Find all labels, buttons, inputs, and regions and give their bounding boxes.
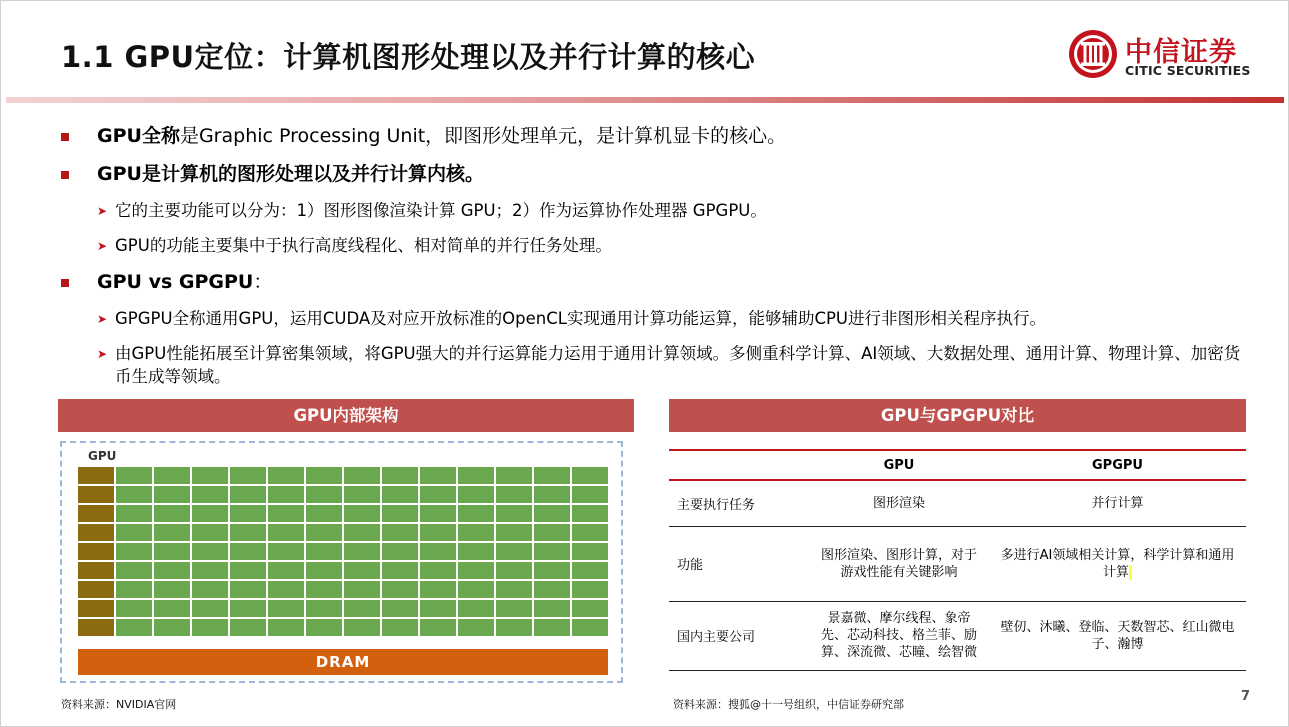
- sub-bullet: [59, 199, 1259, 222]
- alu-cell: [572, 543, 608, 560]
- square-bullet-icon: [61, 279, 69, 287]
- alu-cell: [306, 619, 342, 636]
- alu-cell: [458, 562, 494, 579]
- gpu-cell: 图形渲染: [809, 480, 989, 526]
- alu-cell: [192, 619, 228, 636]
- alu-cell: [382, 524, 418, 541]
- bullet-text: ：: [253, 271, 273, 293]
- alu-cell: [382, 543, 418, 560]
- control-column: [78, 467, 114, 639]
- alu-cell: [154, 619, 190, 636]
- alu-cell: [458, 543, 494, 560]
- alu-cell: [496, 543, 532, 560]
- alu-cell: [420, 505, 456, 522]
- gpu-cell: 图形渲染、图形计算，对于游戏性能有关键影响: [809, 526, 989, 601]
- alu-cell: [230, 581, 266, 598]
- gpgpu-cell-text: 多进行AI领域相关计算，科学计算和通用计算: [1000, 547, 1235, 580]
- dram-bar: DRAM: [78, 649, 608, 675]
- alu-cell: [458, 619, 494, 636]
- alu-cell: [116, 619, 152, 636]
- alu-cell: [534, 600, 570, 617]
- alu-cell: [382, 581, 418, 598]
- gpu-architecture-header: GPU内部架构: [58, 399, 634, 432]
- alu-cell: [344, 486, 380, 503]
- alu-cell: [344, 600, 380, 617]
- table-header-row: [669, 450, 1246, 480]
- alu-cell: [572, 562, 608, 579]
- alu-cell: [344, 581, 380, 598]
- alu-cell: [382, 486, 418, 503]
- alu-cell: [116, 581, 152, 598]
- table-header-cell: GPGPU: [989, 450, 1246, 480]
- alu-cell: [572, 524, 608, 541]
- alu-cell: [230, 486, 266, 503]
- alu-cell: [496, 562, 532, 579]
- page-title: 1.1 GPU定位：计算机图形处理以及并行计算的核心: [61, 40, 756, 74]
- alu-cell: [154, 581, 190, 598]
- bullet-bold-text: GPU是计算机的图形处理以及并行计算内核。: [97, 163, 484, 185]
- alu-cell: [382, 600, 418, 617]
- alu-cell: [458, 505, 494, 522]
- square-bullet-icon: [61, 133, 69, 141]
- alu-cell: [572, 600, 608, 617]
- alu-cell: [534, 524, 570, 541]
- source-note-right: 资料来源：搜狐@十一号组织，中信证券研究部: [673, 698, 904, 711]
- text-cursor-highlight: [1129, 565, 1132, 580]
- alu-cell: [268, 543, 304, 560]
- control-unit-cell: [78, 486, 114, 503]
- control-unit-cell: [78, 562, 114, 579]
- control-unit-cell: [78, 581, 114, 598]
- alu-cell: [420, 524, 456, 541]
- table-row: [669, 480, 1246, 526]
- alu-cell: [344, 619, 380, 636]
- alu-cell: [154, 505, 190, 522]
- alu-cell: [268, 562, 304, 579]
- alu-cell: [306, 524, 342, 541]
- alu-cell: [458, 600, 494, 617]
- alu-cell: [572, 486, 608, 503]
- alu-cell: [116, 505, 152, 522]
- alu-cell: [154, 524, 190, 541]
- alu-cell: [344, 505, 380, 522]
- alu-cell: [496, 524, 532, 541]
- source-note-left: 资料来源：NVIDIA官网: [61, 698, 177, 711]
- alu-cell: [572, 619, 608, 636]
- square-bullet-icon: [61, 171, 69, 179]
- sub-bullet: [59, 342, 1259, 388]
- alu-cell: [458, 467, 494, 484]
- sub-bullet-text: GPGPU全称通用GPU，运用CUDA及对应开放标准的OpenCL实现通用计算功能运算，能够辅助CPU进行非图形相关程序执行。: [115, 309, 1046, 328]
- gpgpu-cell: 并行计算: [989, 480, 1246, 526]
- alu-cell: [268, 524, 304, 541]
- alu-cell: [496, 581, 532, 598]
- alu-cell: [344, 562, 380, 579]
- alu-cell: [268, 619, 304, 636]
- alu-cell: [230, 524, 266, 541]
- control-unit-cell: [78, 467, 114, 484]
- alu-cell: [572, 581, 608, 598]
- alu-cell: [192, 581, 228, 598]
- alu-cell: [420, 486, 456, 503]
- sub-bullet-text: 它的主要功能可以分为：1）图形图像渲染计算 GPU；2）作为运算协作处理器 GPGPU。: [115, 201, 767, 220]
- alu-cell: [230, 505, 266, 522]
- arrow-bullet-icon: ➤: [97, 239, 108, 253]
- alu-cell: [268, 581, 304, 598]
- alu-cell: [420, 600, 456, 617]
- sub-bullet-text: 由GPU性能拓展至计算密集领域，将GPU强大的并行运算能力运用于通用计算领域。多侧重科学计算、AI领域、大数据处理、通用计算、物理计算、加密货币生成等领域。: [115, 344, 1241, 386]
- alu-cell: [306, 562, 342, 579]
- arrow-bullet-icon: ➤: [97, 347, 108, 361]
- control-unit-cell: [78, 619, 114, 636]
- alu-cell: [268, 600, 304, 617]
- alu-cell: [458, 486, 494, 503]
- alu-cell: [192, 562, 228, 579]
- gpu-cell: 景嘉微、摩尔线程、象帝先、芯动科技、格兰菲、励算、深流微、芯瞳、绘智微: [809, 601, 989, 670]
- alu-cell: [192, 524, 228, 541]
- alu-cell: [192, 505, 228, 522]
- alu-cell: [572, 505, 608, 522]
- comparison-table: [669, 449, 1246, 671]
- gpu-gpgpu-comparison-header: GPU与GPGPU对比: [669, 399, 1246, 432]
- alu-cell: [230, 543, 266, 560]
- alu-cell: [420, 467, 456, 484]
- alu-cell: [116, 524, 152, 541]
- gpu-label: GPU: [88, 449, 117, 463]
- row-label: 国内主要公司: [669, 601, 809, 670]
- alu-cell: [496, 505, 532, 522]
- alu-cell: [382, 467, 418, 484]
- alu-cell: [496, 467, 532, 484]
- alu-cell: [496, 600, 532, 617]
- bullet-bold-text: GPU全称: [97, 125, 180, 147]
- citic-seal-icon: [1067, 28, 1119, 80]
- alu-cell: [116, 600, 152, 617]
- alu-cell: [458, 524, 494, 541]
- table-header-cell: [669, 450, 809, 480]
- page-number: 7: [1241, 689, 1251, 704]
- alu-cell: [192, 600, 228, 617]
- sub-bullet: [59, 234, 1259, 257]
- alu-cell: [306, 543, 342, 560]
- alu-cell: [534, 467, 570, 484]
- alu-cell: [192, 543, 228, 560]
- control-unit-cell: [78, 505, 114, 522]
- alu-cell: [116, 543, 152, 560]
- alu-cell: [230, 467, 266, 484]
- row-label: 功能: [669, 526, 809, 601]
- alu-cell: [534, 581, 570, 598]
- bullet-bold-text: GPU vs GPGPU: [97, 271, 254, 293]
- alu-cell: [420, 562, 456, 579]
- alu-cell: [154, 486, 190, 503]
- control-unit-cell: [78, 600, 114, 617]
- alu-cell: [382, 562, 418, 579]
- control-unit-cell: [78, 524, 114, 541]
- alu-cell: [268, 467, 304, 484]
- alu-cell: [534, 562, 570, 579]
- alu-grid: [116, 467, 606, 639]
- alu-cell: [534, 619, 570, 636]
- alu-cell: [154, 562, 190, 579]
- alu-cell: [306, 505, 342, 522]
- alu-cell: [458, 581, 494, 598]
- alu-cell: [268, 486, 304, 503]
- bullet-gpu-vs-gpgpu: [59, 269, 1259, 295]
- alu-cell: [534, 505, 570, 522]
- alu-cell: [154, 543, 190, 560]
- alu-cell: [306, 581, 342, 598]
- alu-cell: [154, 467, 190, 484]
- control-unit-cell: [78, 543, 114, 560]
- bullet-text: 是Graphic Processing Unit，即图形处理单元，是计算机显卡的核心。: [179, 125, 787, 147]
- alu-cell: [306, 486, 342, 503]
- citic-logo: [1067, 28, 1257, 82]
- alu-cell: [534, 543, 570, 560]
- bullet-gpu-definition: [59, 123, 1259, 149]
- header-divider: [6, 97, 1284, 103]
- alu-cell: [230, 600, 266, 617]
- gpu-architecture-diagram: [60, 441, 623, 683]
- alu-cell: [344, 524, 380, 541]
- row-label: 主要执行任务: [669, 480, 809, 526]
- alu-cell: [116, 467, 152, 484]
- alu-cell: [420, 543, 456, 560]
- logo-name-en: CITIC SECURITIES: [1125, 63, 1251, 78]
- alu-cell: [344, 543, 380, 560]
- alu-cell: [192, 486, 228, 503]
- alu-cell: [306, 600, 342, 617]
- gpgpu-cell: 壁仞、沐曦、登临、天数智芯、红山微电子、瀚博: [989, 601, 1246, 670]
- alu-cell: [192, 467, 228, 484]
- table-row: [669, 526, 1246, 601]
- alu-cell: [382, 505, 418, 522]
- alu-cell: [154, 600, 190, 617]
- alu-cell: [306, 467, 342, 484]
- alu-cell: [116, 562, 152, 579]
- gpgpu-cell: [989, 526, 1246, 601]
- sub-bullet-text: GPU的功能主要集中于执行高度线程化、相对简单的并行任务处理。: [115, 236, 612, 255]
- alu-cell: [230, 562, 266, 579]
- arrow-bullet-icon: ➤: [97, 312, 108, 326]
- bullet-list: [59, 123, 1259, 400]
- table-header-cell: GPU: [809, 450, 989, 480]
- alu-cell: [420, 581, 456, 598]
- alu-cell: [382, 619, 418, 636]
- sub-bullet: [59, 307, 1259, 330]
- alu-cell: [420, 619, 456, 636]
- table-row: [669, 601, 1246, 670]
- logo-name-cn: 中信证券: [1125, 37, 1237, 68]
- alu-cell: [116, 486, 152, 503]
- bullet-gpu-core: [59, 161, 1259, 187]
- alu-cell: [268, 505, 304, 522]
- alu-cell: [496, 486, 532, 503]
- alu-cell: [344, 467, 380, 484]
- alu-cell: [572, 467, 608, 484]
- arrow-bullet-icon: ➤: [97, 204, 108, 218]
- alu-cell: [496, 619, 532, 636]
- alu-cell: [230, 619, 266, 636]
- alu-cell: [534, 486, 570, 503]
